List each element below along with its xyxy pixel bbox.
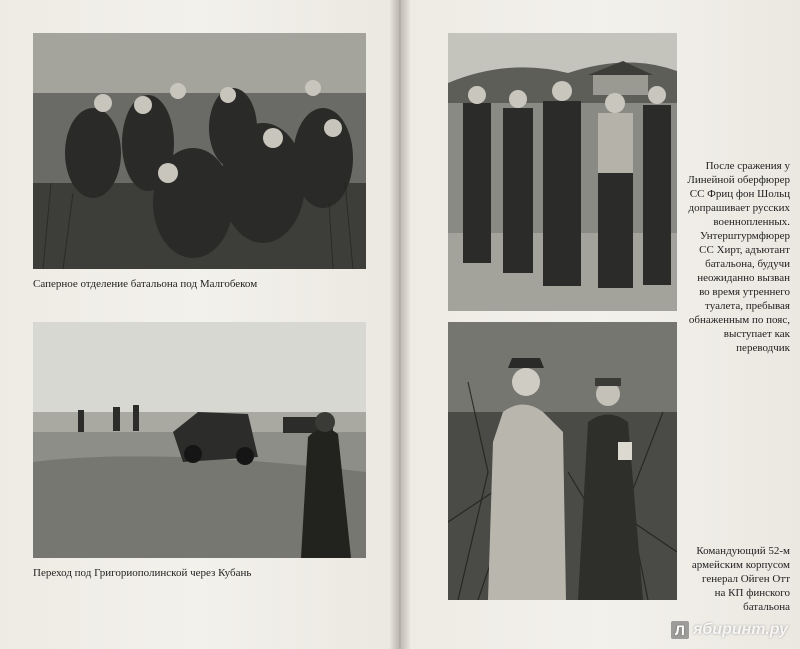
watermark-text: ябиринт.ру — [692, 621, 788, 638]
caption-commander: Командующий 52-м армейским корпусом генерал Ойген Отт на КП финского батальона — [691, 545, 790, 613]
photo-sapper-squad — [33, 33, 366, 269]
labirint-watermark — [671, 621, 788, 639]
labirint-logo-icon: Л — [671, 621, 689, 639]
caption-interrogation: После сражения у Линейной оберфюрер СС Фриц фон Шольц допрашивает русских военнопленных. Унтерштурмфюрер СС Хирт, адъютант батальона, будучи неожиданно вызван во время утреннего туалета, пребывая обнаженным по пояс, выступает как переводчик — [687, 160, 790, 354]
photo-commander — [448, 322, 677, 600]
book-gutter — [390, 0, 410, 649]
photo-kuban-crossing — [33, 322, 366, 558]
caption-kuban-crossing: Переход под Григориополинской через Кубань — [33, 567, 252, 579]
photo-interrogation — [448, 33, 677, 311]
caption-sapper-squad: Саперное отделение батальона под Малгобеком — [33, 278, 258, 290]
